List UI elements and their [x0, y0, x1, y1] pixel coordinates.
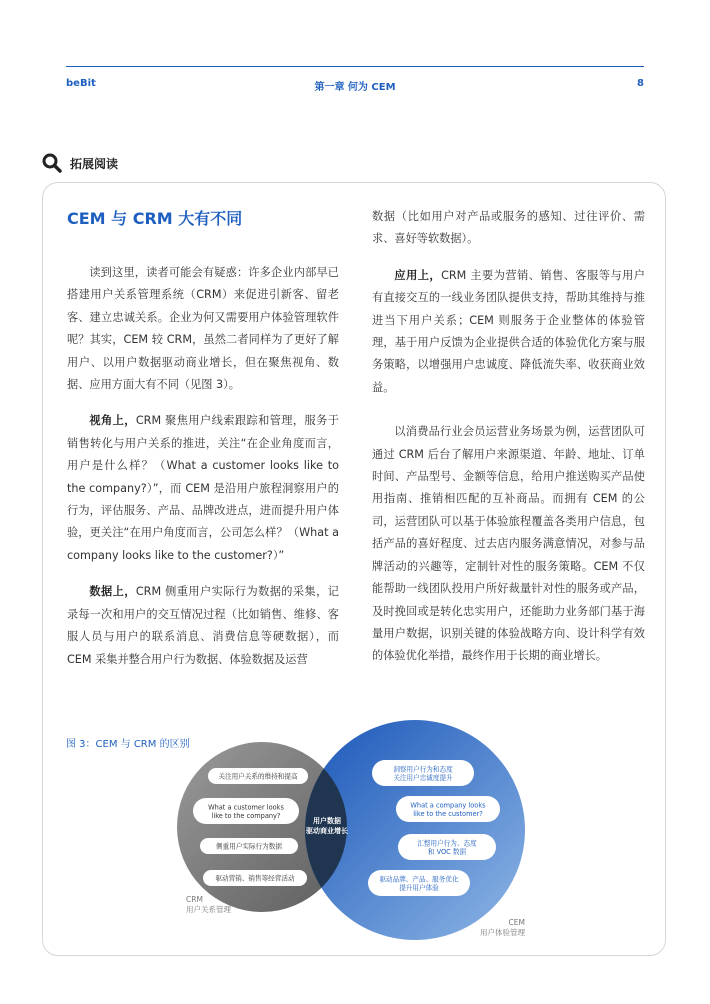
- cem-item-pill: [368, 870, 470, 896]
- cem-item-pill-text: 洞察用户行为和态度: [393, 765, 453, 774]
- paragraph-text: 读到这里，读者可能会有疑惑：许多企业内部早已搭建用户关系管理系统（CRM）来促进引新客、留老客、建立忠诚关系。企业为何又需要用户体验管理软件呢？其实，CEM 较 CRM，虽然二者同样为了更好了解用户、以用户数据驱动商业增长，但在聚焦视角、数据、应用方面大有不同（见图 3）。: [67, 266, 339, 392]
- cem-label: CEM 用户体验管理: [480, 918, 525, 937]
- crm-item-pill-text: like to the company?: [211, 811, 281, 820]
- paragraph-lead: 应用上，: [394, 268, 442, 282]
- paragraph-text: CRM 侧重用户实际行为数据的采集，记录每一次和用户的交互情况过程（比如销售、维修、客服人员与用户的联系消息、消费信息等硬数据），而 CEM 采集并整合用户行为数据、体验数据及运营: [67, 585, 339, 666]
- paragraph-lead: 数据上，: [89, 585, 136, 599]
- crm-item-pill-text: 侧重用户实际行为数据: [216, 842, 282, 851]
- paragraph-lead: 视角上，: [89, 414, 136, 428]
- paragraph: [67, 262, 339, 396]
- paragraph-text: 以消费品行业会员运营业务场景为例，运营团队可通过 CRM 后台了解用户来源渠道、年龄、地址、订单时间、产品型号、金额等信息，给用户推送购买产品使用指南、推销相匹配的互补商品。而拥有 CEM 的公司，运营团队可以基于体验旅程覆盖各类用户信息，包括产品的喜好程度、过去店内服务满意情况，对参与品牌活动的兴趣等，定制针对性的服务策略。CEM 不仅能帮助一线团队投用户所好裁量针对性的服务或产品，及时挽回或是转化忠实用户，还能助力业务部门基于海量用户数据，识别关键的体验战略方向、设计科学有效的体验优化举措，最终作用于长期的商业增长。: [372, 425, 645, 663]
- cem-item-pill-text: like to the customer?: [413, 809, 483, 818]
- crm-item-pill: [193, 798, 299, 824]
- crm-item-pill: [200, 838, 298, 854]
- left-column: [67, 262, 339, 685]
- brand-name: beBit: [66, 78, 96, 89]
- overlap-text: 用户数据: [313, 817, 341, 825]
- cem-item-pill: [398, 834, 496, 860]
- paragraph: [372, 265, 645, 399]
- crm-item-pill: [203, 870, 307, 886]
- paragraph: [372, 421, 645, 667]
- section-label: [42, 152, 118, 174]
- cem-item-pill-text: 驱动品牌、产品、服务优化: [379, 875, 459, 884]
- cem-item-pill: [372, 760, 474, 786]
- overlap-text: 驱动商业增长: [306, 827, 348, 835]
- venn-diagram: [150, 712, 550, 952]
- paragraph-text: CRM 聚焦用户线索跟踪和管理，服务于销售转化与用户关系的推进，关注“在企业角度而言，用户是什么样？（What a customer looks like to the company?）”，而 CEM 是沿用户旅程洞察用户的行为，评估服务、产品、品牌改进点，进而提升用户体验，更关注“在用户角度而言，公司怎么样？（What a company looks like to the customer?）”: [67, 414, 339, 562]
- crm-item-pill-text: 关注用户关系的维持和提高: [218, 772, 298, 781]
- paragraph: [67, 410, 339, 567]
- cem-item-pill-text: 关注用户忠诚度提升: [393, 773, 453, 782]
- cem-item-pill-text: 汇整用户行为、态度: [417, 839, 477, 848]
- search-icon: [42, 153, 62, 173]
- page-header: [66, 66, 644, 93]
- right-column: [372, 206, 645, 682]
- chapter-title: 第一章 何为 CEM: [314, 82, 396, 93]
- figure-caption: 图 3：CEM 与 CRM 的区别: [66, 739, 190, 750]
- paragraph-continuation: 数据（比如用户对产品或服务的感知、过往评价、需求、喜好等软数据）。: [372, 210, 645, 246]
- crm-item-pill-text: 驱动营销、销售等经营活动: [215, 874, 295, 883]
- cem-item-pill-text: 和 VOC 数据: [427, 847, 467, 856]
- cem-item-pill-text: 提升用户体验: [399, 883, 439, 892]
- article-title: CEM 与 CRM 大有不同: [67, 209, 243, 228]
- crm-item-pill-text: What a customer looks: [208, 803, 284, 812]
- crm-item-pill: [208, 768, 308, 784]
- cem-item-pill-text: What a company looks: [410, 801, 486, 810]
- crm-label: CRM 用户关系管理: [186, 895, 231, 914]
- paragraph-text: CRM 主要为营销、销售、客服等与用户有直接交互的一线业务团队提供支持，帮助其维持与推进当下用户关系；CEM 则服务于企业整体的体验管理，基于用户反馈为企业提供合适的体验优化方案与服务策略，以增强用户忠诚度、降低流失率、收获商业效益。: [372, 268, 645, 394]
- section-label-text: 拓展阅读: [70, 156, 119, 171]
- paragraph: [67, 581, 339, 671]
- cem-item-pill: [396, 796, 500, 822]
- page-number: 8: [637, 78, 644, 89]
